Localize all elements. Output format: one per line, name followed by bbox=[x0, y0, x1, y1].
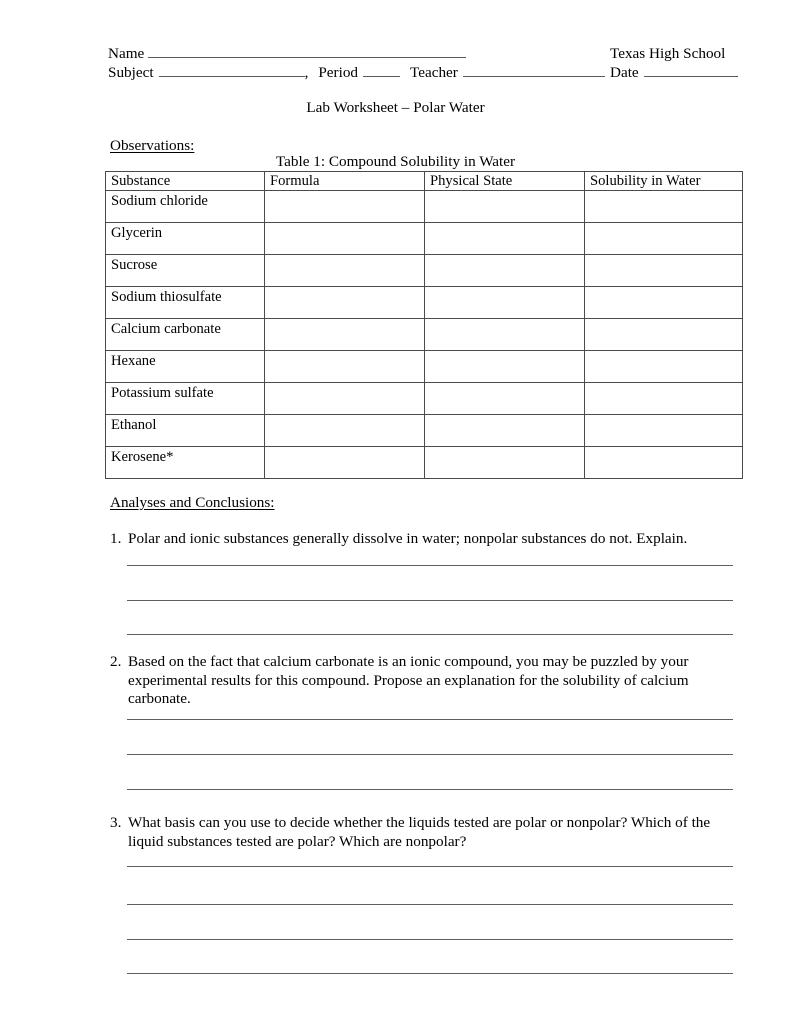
cell-substance: Hexane bbox=[106, 351, 265, 383]
table-body bbox=[106, 191, 743, 479]
table-row bbox=[106, 319, 743, 351]
table-row bbox=[106, 447, 743, 479]
column-header-solubility: Solubility in Water bbox=[585, 172, 743, 191]
cell-substance: Sucrose bbox=[106, 255, 265, 287]
school-name bbox=[610, 44, 725, 63]
subject-label: Subject bbox=[108, 64, 154, 81]
cell-formula[interactable] bbox=[265, 191, 425, 223]
cell-solubility[interactable] bbox=[585, 191, 743, 223]
name-blank[interactable] bbox=[148, 44, 466, 58]
cell-physical-state[interactable] bbox=[425, 319, 585, 351]
cell-physical-state[interactable] bbox=[425, 383, 585, 415]
table-header-row bbox=[106, 172, 743, 191]
cell-solubility[interactable] bbox=[585, 255, 743, 287]
table-row bbox=[106, 415, 743, 447]
cell-substance: Sodium thiosulfate bbox=[106, 287, 265, 319]
name-label: Name bbox=[108, 45, 145, 62]
cell-solubility[interactable] bbox=[585, 415, 743, 447]
page-title: Lab Worksheet – Polar Water bbox=[306, 99, 485, 116]
table-row bbox=[106, 223, 743, 255]
question-3 bbox=[110, 814, 725, 851]
question-2-number: 2. bbox=[110, 653, 122, 670]
cell-formula[interactable] bbox=[265, 351, 425, 383]
subject-blank[interactable] bbox=[159, 63, 305, 77]
cell-solubility[interactable] bbox=[585, 319, 743, 351]
date-field-group bbox=[610, 63, 738, 82]
cell-physical-state[interactable] bbox=[425, 287, 585, 319]
cell-solubility[interactable] bbox=[585, 351, 743, 383]
date-label: Date bbox=[610, 64, 639, 81]
cell-formula[interactable] bbox=[265, 447, 425, 479]
subject-comma: , bbox=[304, 64, 309, 81]
column-header-formula: Formula bbox=[265, 172, 425, 191]
cell-formula[interactable] bbox=[265, 223, 425, 255]
answer-line[interactable] bbox=[127, 866, 733, 867]
analyses-heading: Analyses and Conclusions: bbox=[110, 494, 275, 511]
table-row bbox=[106, 351, 743, 383]
answer-line[interactable] bbox=[127, 939, 733, 940]
cell-formula[interactable] bbox=[265, 383, 425, 415]
cell-substance: Potassium sulfate bbox=[106, 383, 265, 415]
table-header bbox=[106, 172, 743, 191]
cell-substance: Ethanol bbox=[106, 415, 265, 447]
cell-physical-state[interactable] bbox=[425, 191, 585, 223]
cell-formula[interactable] bbox=[265, 319, 425, 351]
answer-line[interactable] bbox=[127, 600, 733, 601]
cell-physical-state[interactable] bbox=[425, 351, 585, 383]
answer-line[interactable] bbox=[127, 634, 733, 635]
cell-solubility[interactable] bbox=[585, 287, 743, 319]
school-label: Texas High School bbox=[610, 45, 726, 62]
cell-physical-state[interactable] bbox=[425, 447, 585, 479]
table-row bbox=[106, 287, 743, 319]
answer-line[interactable] bbox=[127, 789, 733, 790]
period-label: Period bbox=[318, 64, 359, 81]
question-1-number: 1. bbox=[110, 530, 122, 547]
cell-physical-state[interactable] bbox=[425, 415, 585, 447]
cell-substance: Kerosene* bbox=[106, 447, 265, 479]
cell-substance: Calcium carbonate bbox=[106, 319, 265, 351]
table-row bbox=[106, 255, 743, 287]
table-row bbox=[106, 383, 743, 415]
cell-solubility[interactable] bbox=[585, 447, 743, 479]
table-caption: Table 1: Compound Solubility in Water bbox=[275, 153, 516, 170]
cell-solubility[interactable] bbox=[585, 383, 743, 415]
subject-period-teacher-group bbox=[108, 63, 605, 82]
teacher-blank[interactable] bbox=[463, 63, 605, 77]
question-2 bbox=[110, 653, 722, 709]
cell-formula[interactable] bbox=[265, 415, 425, 447]
cell-solubility[interactable] bbox=[585, 223, 743, 255]
answer-line[interactable] bbox=[127, 904, 733, 905]
question-3-text: What basis can you use to decide whether the liquids tested are polar or nonpolar? Which of the liquid substances tested are polar? Which are nonpolar? bbox=[128, 814, 711, 850]
teacher-label: Teacher bbox=[410, 64, 458, 81]
answer-line[interactable] bbox=[127, 719, 733, 720]
question-1 bbox=[110, 530, 730, 549]
cell-substance: Sodium chloride bbox=[106, 191, 265, 223]
header-row-subject bbox=[108, 63, 744, 82]
page-header bbox=[108, 44, 744, 82]
header-row-name bbox=[108, 44, 744, 63]
period-blank[interactable] bbox=[363, 63, 400, 77]
question-1-text: Polar and ionic substances generally dissolve in water; nonpolar substances do not. Explain. bbox=[128, 530, 688, 547]
answer-line[interactable] bbox=[127, 565, 733, 566]
cell-physical-state[interactable] bbox=[425, 223, 585, 255]
column-header-substance: Substance bbox=[106, 172, 265, 191]
answer-line[interactable] bbox=[127, 973, 733, 974]
name-field-group bbox=[108, 44, 466, 63]
solubility-table bbox=[105, 171, 743, 479]
column-header-physical-state: Physical State bbox=[425, 172, 585, 191]
cell-formula[interactable] bbox=[265, 255, 425, 287]
cell-formula[interactable] bbox=[265, 287, 425, 319]
observations-heading: Observations: bbox=[110, 137, 195, 154]
answer-line[interactable] bbox=[127, 754, 733, 755]
table-row bbox=[106, 191, 743, 223]
date-blank[interactable] bbox=[644, 63, 738, 77]
question-2-text: Based on the fact that calcium carbonate is an ionic compound, you may be puzzled by your experimental results for this compound. Propose an explanation for the solubility of calcium carbonate. bbox=[128, 653, 689, 708]
cell-substance: Glycerin bbox=[106, 223, 265, 255]
cell-physical-state[interactable] bbox=[425, 255, 585, 287]
question-3-number: 3. bbox=[110, 814, 122, 831]
